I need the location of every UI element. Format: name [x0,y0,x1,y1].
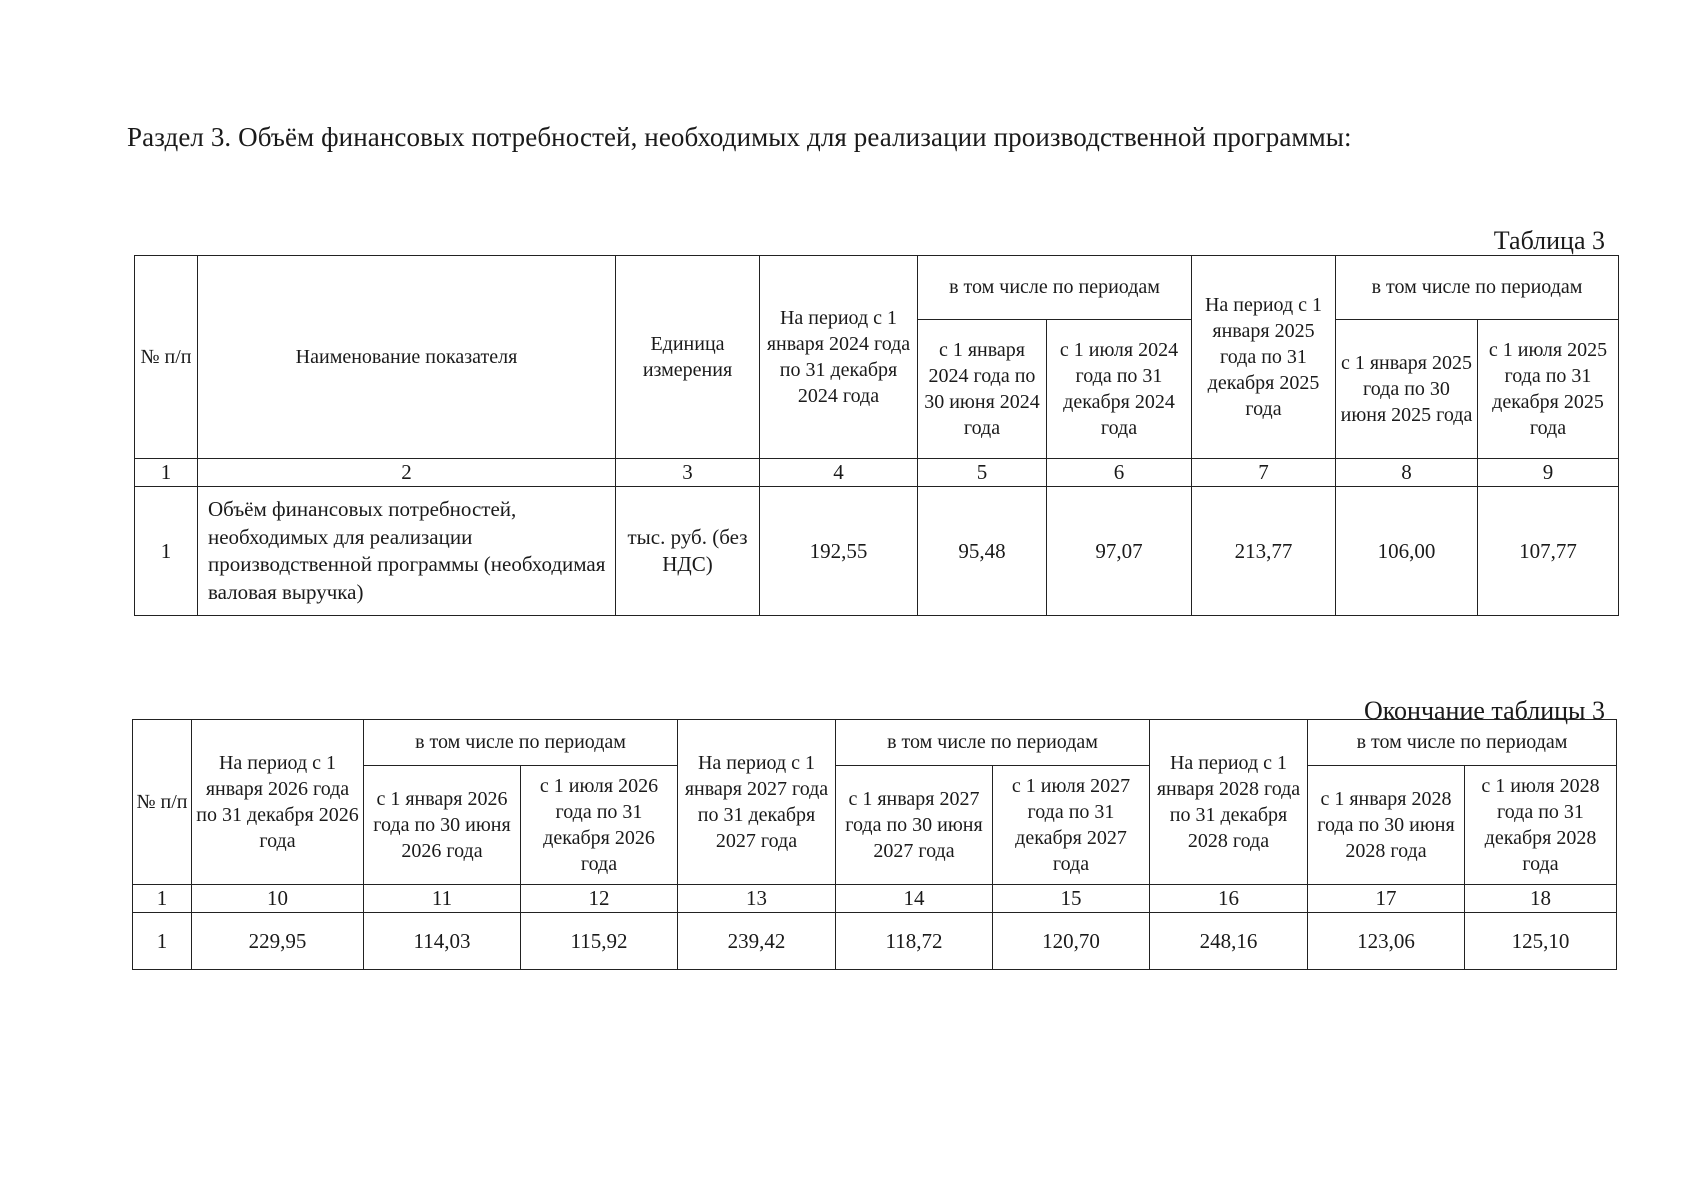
table-row [133,913,1617,970]
value-cell: 229,95 [192,913,364,970]
column-number: 17 [1308,885,1465,913]
header-period-2026: На период с 1 января 2026 года по 31 декабря 2026 года [192,720,364,885]
column-number: 6 [1047,459,1192,487]
header-period-2027: На период с 1 января 2027 года по 31 декабря 2027 года [678,720,836,885]
column-number: 2 [198,459,616,487]
column-number: 12 [521,885,678,913]
column-number: 8 [1336,459,1478,487]
header-2026-h1: с 1 января 2026 года по 30 июня 2026 года [364,765,521,884]
section-heading: Раздел 3. Объём финансовых потребностей, необходимых для реализации производственной программы: [127,122,1352,152]
row-number: 1 [133,913,192,970]
row-number: 1 [135,487,198,616]
header-2026-h2: с 1 июля 2026 года по 31 декабря 2026 года [521,765,678,884]
column-number: 1 [133,885,192,913]
header-2024-h1: с 1 января 2024 года по 30 июня 2024 года [918,319,1047,458]
value-cell: 120,70 [993,913,1150,970]
value-cell: 95,48 [918,487,1047,616]
header-2025-h1: с 1 января 2025 года по 30 июня 2025 года [1336,319,1478,458]
column-number-row [133,885,1617,913]
indicator-name: Объём финансовых потребностей, необходимых для реализации производственной программы (необходимая валовая выручка) [198,487,616,616]
column-number: 4 [760,459,918,487]
header-row-number: № п/п [133,720,192,885]
value-cell: 213,77 [1192,487,1336,616]
value-cell: 107,77 [1478,487,1619,616]
column-number: 1 [135,459,198,487]
header-2024-h2: с 1 июля 2024 года по 31 декабря 2024 года [1047,319,1192,458]
header-period-2028: На период с 1 января 2028 года по 31 декабря 2028 года [1150,720,1308,885]
financial-needs-table [134,255,1619,616]
header-row-number: № п/п [135,256,198,459]
column-number: 10 [192,885,364,913]
column-number: 9 [1478,459,1619,487]
header-2027-h2: с 1 июля 2027 года по 31 декабря 2027 года [993,765,1150,884]
value-cell: 118,72 [836,913,993,970]
header-period-2024: На период с 1 января 2024 года по 31 декабря 2024 года [760,256,918,459]
value-cell: 114,03 [364,913,521,970]
header-group-2028: в том числе по периодам [1308,720,1617,766]
header-2025-h2: с 1 июля 2025 года по 31 декабря 2025 года [1478,319,1619,458]
column-number: 5 [918,459,1047,487]
value-cell: 115,92 [521,913,678,970]
header-unit: Единица измерения [616,256,760,459]
header-2028-h2: с 1 июля 2028 года по 31 декабря 2028 года [1465,765,1617,884]
table-continuation-caption: Окончание таблицы 3 [1363,696,1605,725]
header-group-2026: в том числе по периодам [364,720,678,766]
value-cell: 239,42 [678,913,836,970]
column-number: 11 [364,885,521,913]
column-number: 13 [678,885,836,913]
column-number: 7 [1192,459,1336,487]
header-2028-h1: с 1 января 2028 года по 30 июня 2028 года [1308,765,1465,884]
column-number: 16 [1150,885,1308,913]
value-cell: 248,16 [1150,913,1308,970]
header-group-2027: в том числе по периодам [836,720,1150,766]
unit-cell: тыс. руб. (без НДС) [616,487,760,616]
header-period-2025: На период с 1 января 2025 года по 31 декабря 2025 года [1192,256,1336,459]
table-caption: Таблица 3 [1493,226,1605,255]
column-number: 18 [1465,885,1617,913]
value-cell: 125,10 [1465,913,1617,970]
header-group-2024: в том числе по периодам [918,256,1192,320]
column-number: 14 [836,885,993,913]
column-number: 15 [993,885,1150,913]
financial-needs-table-continuation [132,719,1617,970]
value-cell: 97,07 [1047,487,1192,616]
table-row [135,487,1619,616]
column-number: 3 [616,459,760,487]
value-cell: 192,55 [760,487,918,616]
header-indicator-name: Наименование показателя [198,256,616,459]
value-cell: 106,00 [1336,487,1478,616]
header-2027-h1: с 1 января 2027 года по 30 июня 2027 года [836,765,993,884]
column-number-row [135,459,1619,487]
header-group-2025: в том числе по периодам [1336,256,1619,320]
value-cell: 123,06 [1308,913,1465,970]
